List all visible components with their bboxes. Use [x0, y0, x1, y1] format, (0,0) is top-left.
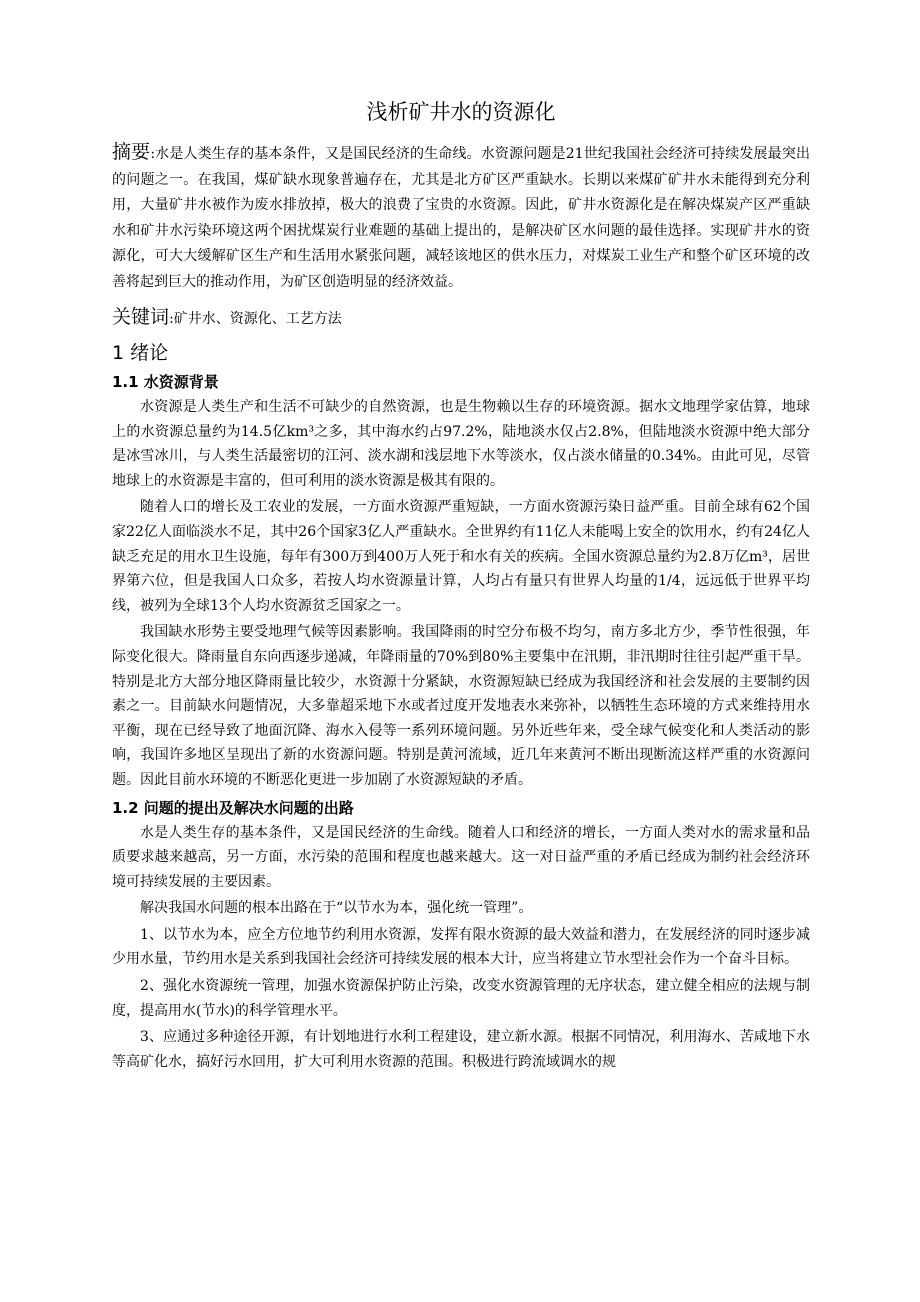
paragraph: 2、强化水资源统一管理，加强水资源保护防止污染，改变水资源管理的无序状态，建立健全相应的法规与制度，提高用水(节水)的科学管理水平。: [112, 978, 810, 1019]
keywords-label: 关键词: [112, 306, 170, 328]
paragraph: 水是人类生存的基本条件，又是国民经济的生命线。随着人口和经济的增长，一方面人类对水的需求量和品质要求越来越高，另一方面，水污染的范围和程度也越来越大。这一对日益严重的矛盾已经成为制约社会经济环境可持续发展的主要因素。: [112, 824, 810, 890]
abstract-text: 水是人类生存的基本条件，又是国民经济的生命线。水资源问题是21世纪我国社会经济可持续发展最突出的问题之一。在我国，煤矿缺水现象普遍存在，尤其是北方矿区严重缺水。长期以来煤矿矿井水未能得到充分利用，大量矿井水被作为废水排放掉，极大的浪费了宝贵的水资源。因此，矿井水资源化是在解决煤炭产区严重缺水和矿井水污染环境这两个困扰煤炭行业难题的基础上提出的，是解决矿区水问题的最佳选择。实现矿井水的资源化，可大大缓解矿区生产和生活用水紧张问题，减轻该地区的供水压力，对煤炭工业生产和整个矿区环境的改善将起到巨大的推动作用，为矿区创造明显的经济效益。: [112, 146, 810, 290]
paragraph: 1、以节水为本，应全方位地节约利用水资源，发挥有限水资源的最大效益和潜力，在发展经济的同时逐步减少用水量，节约用水是关系到我国社会经济可持续发展的根本大计，应当将建立节水型社会作为一个奋斗目标。: [112, 926, 810, 968]
keywords-text: 矿井水、资源化、工艺方法: [173, 311, 342, 327]
paragraph: 随着人口的增长及工农业的发展，一方面水资源严重短缺，一方面水资源污染日益严重。目前全球有62个国家22亿人面临淡水不足，其中26个国家3亿人严重缺水。全世界约有11亿人未能喝上安全的饮用水，约有24亿人缺乏充足的用水卫生设施，每年有300万到400万人死于和水有关的疾病。全国水资源总量约为2.8万亿m³，居世界第六位，但是我国人口众多，若按人均水资源量计算，人均占有量只有世界人均量的1/4，远远低于世界平均线，被列为全球13个人均水资源贫乏国家之一。: [112, 499, 810, 614]
document-title: 浅析矿井水的资源化: [366, 100, 556, 124]
section-heading-1-2: 1.2 问题的提出及解决水问题的出路: [112, 798, 354, 817]
section-heading-1: 1 绪论: [112, 342, 169, 364]
abstract: [112, 140, 810, 295]
keywords: [112, 303, 810, 333]
abstract-label: 摘要: [112, 141, 151, 163]
paragraph: 水资源是人类生产和生活不可缺少的自然资源，也是生物赖以生存的环境资源。据水文地理学家估算，地球上的水资源总量约为14.5亿km³之多，其中海水约占97.2%，陆地淡水仅占2.8%，但陆地淡水资源中绝大部分是冰雪冰川，与人类生活最密切的江河、淡水湖和浅层地下水等淡水，仅占淡水储量的0.34%。由此可见，尽管地球上的水资源是丰富的，但可利用的淡水资源是极其有限的。: [112, 399, 810, 489]
keywords-colon: :: [169, 311, 174, 327]
section-heading-1-1: 1.1 水资源背景: [112, 373, 219, 391]
paragraph: 我国缺水形势主要受地理气候等因素影响。我国降雨的时空分布极不均匀，南方多北方少，季节性很强，年际变化很大。降雨量自东向西逐步递减，年降雨量的70%到80%主要集中在汛期，非汛期时往往引起严重干旱。特别是北方大部分地区降雨量比较少，水资源十分紧缺，水资源短缺已经成为我国经济和社会发展的主要制约因素之一。目前缺水问题情况，大多靠超采地下水或者过度开发地表水来弥补，以牺牲生态环境的方式来维持用水平衡，现在已经导致了地面沉降、海水入侵等一系列环境问题。另外近些年来，受全球气候变化和人类活动的影响，我国许多地区呈现出了新的水资源问题。特别是黄河流域，近几年来黄河不断出现断流这样严重的水资源问题。因此目前水环境的不断恶化更进一步加剧了水资源短缺的矛盾。: [112, 624, 810, 788]
paragraph: 3、应通过多种途径开源，有计划地进行水利工程建设，建立新水源。根据不同情况，利用海水、苦咸地下水等高矿化水，搞好污水回用，扩大可利用水资源的范围。积极进行跨流域调水的规: [112, 1029, 810, 1070]
paragraph: 解决我国水问题的根本出路在于“以节水为本，强化统一管理”。: [140, 900, 533, 917]
abstract-colon: :: [150, 146, 156, 162]
